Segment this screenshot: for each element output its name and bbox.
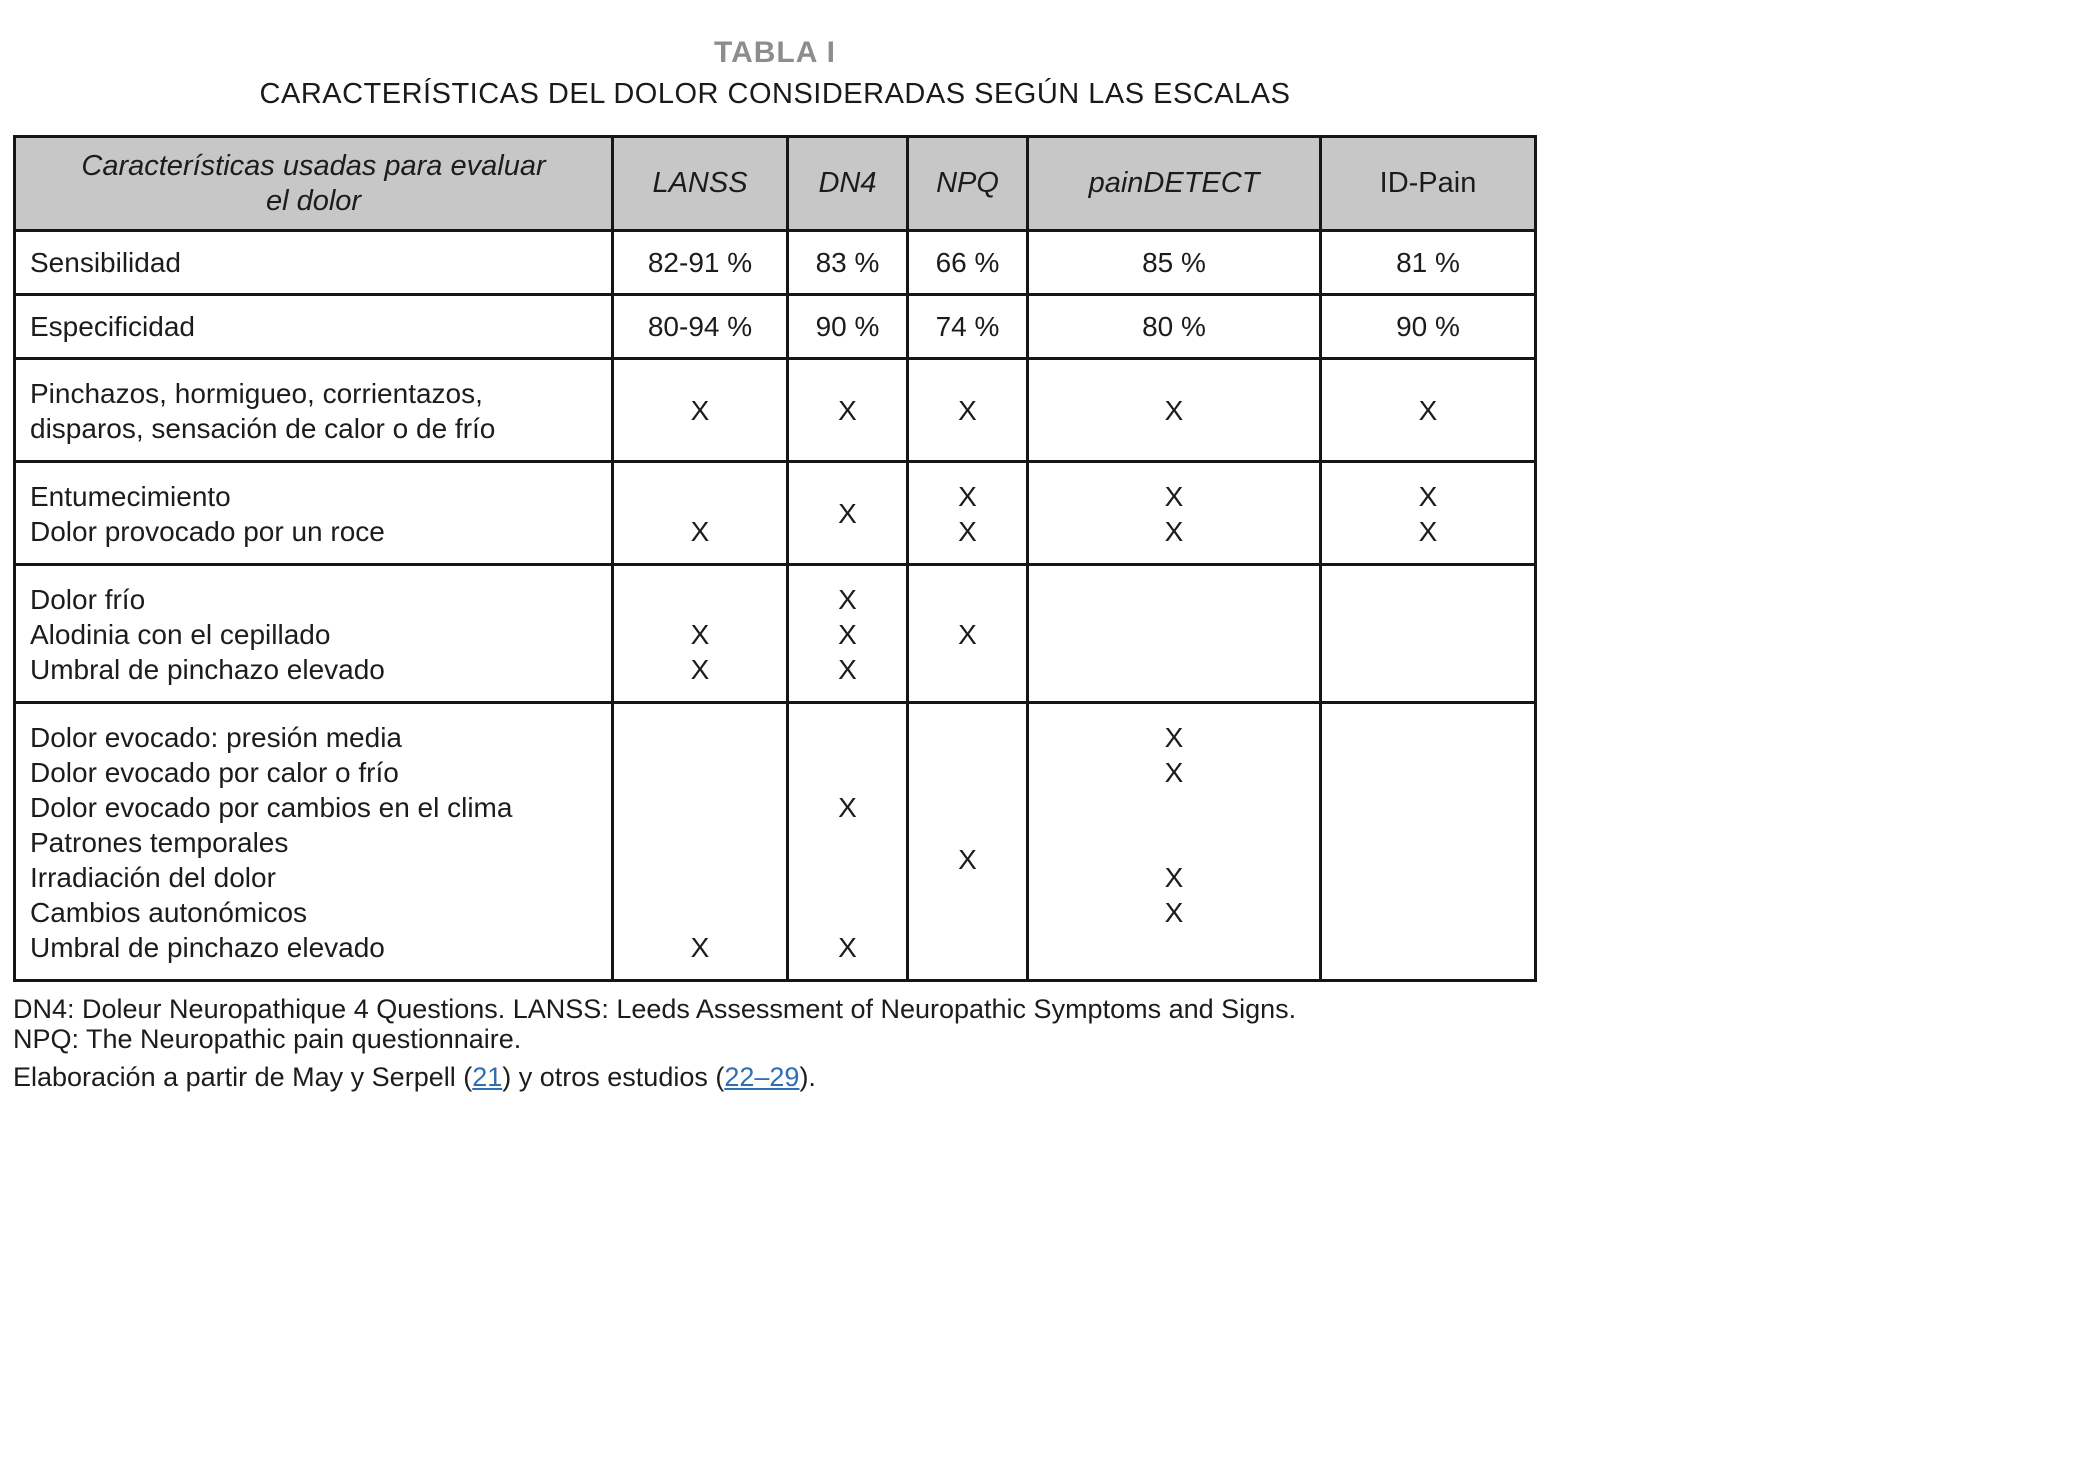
table-row [15, 565, 1536, 703]
x-mark: X [1164, 721, 1184, 753]
stat-value-dn4: 83 % [788, 231, 908, 295]
x-mark: X [838, 791, 857, 823]
mark-cell-npq [908, 703, 1028, 981]
footnote-source-suffix: ). [799, 1062, 816, 1092]
mark-stack [1029, 479, 1319, 549]
row-label-line: Cambios autonómicos [30, 897, 308, 928]
mark-stack [614, 376, 786, 446]
mark-cell-paindetect [1028, 462, 1321, 565]
x-mark: X [958, 395, 977, 426]
table-body [15, 231, 1536, 981]
stat-value-lanss: 80-94 % [613, 295, 788, 359]
footnotes [13, 994, 1537, 1092]
x-mark: X [838, 653, 857, 685]
mark-cell-lanss [613, 359, 788, 462]
stat-value-paindetect: 80 % [1028, 295, 1321, 359]
x-mark: X [1164, 756, 1184, 788]
table-row [15, 359, 1536, 462]
mark-stack [909, 720, 1026, 965]
row-label-line: Irradiación del dolor [30, 862, 276, 893]
row-label-line: Patrones temporales [30, 827, 289, 858]
row-label-line: Dolor evocado por cambios en el clima [30, 792, 513, 823]
mark-stack [909, 582, 1026, 687]
row-label-line: Alodinia con el cepillado [30, 619, 331, 650]
table-row [15, 462, 1536, 565]
mark-stack [1029, 376, 1319, 446]
pain-scales-table [13, 135, 1537, 982]
mark-cell-dn4 [788, 359, 908, 462]
header-characteristics [15, 137, 613, 231]
stat-value-npq: 66 % [908, 231, 1028, 295]
mark-cell-lanss [613, 565, 788, 703]
row-label-line: Dolor evocado: presión media [30, 722, 402, 753]
x-mark: X [838, 498, 857, 529]
footnote-abbreviations-1: DN4: Doleur Neuropathique 4 Questions. LANSS: Leeds Assessment of Neuropathic Symptoms and Signs. [13, 994, 1297, 1024]
mark-cell-paindetect [1028, 565, 1321, 703]
row-label-line: Dolor evocado por calor o frío [30, 757, 399, 788]
mark-stack [909, 479, 1026, 549]
table-row [15, 703, 1536, 981]
stat-value-idpain: 81 % [1321, 231, 1536, 295]
mark-stack [1029, 720, 1319, 965]
header-characteristics-line: Características usadas para evaluar [81, 149, 546, 182]
row-label [15, 565, 613, 703]
mark-cell-paindetect [1028, 703, 1321, 981]
header-scale-paindetect: painDETECT [1028, 137, 1321, 231]
table-heading: CARACTERÍSTICAS DEL DOLOR CONSIDERADAS SEGÚN LAS ESCALAS [259, 78, 1291, 110]
header-characteristics-line: el dolor [265, 184, 362, 217]
x-mark: X [690, 515, 710, 547]
row-label [15, 359, 613, 462]
mark-stack [909, 376, 1026, 446]
stat-value-npq: 74 % [908, 295, 1028, 359]
stat-value-idpain: 90 % [1321, 295, 1536, 359]
mark-stack [789, 376, 906, 446]
header-scale-lanss: LANSS [613, 137, 788, 231]
mark-cell-lanss [613, 462, 788, 565]
mark-stack [1322, 720, 1534, 965]
document-page [13, 36, 1537, 1092]
x-mark: X [690, 931, 710, 963]
mark-cell-dn4 [788, 462, 908, 565]
x-mark: X [690, 653, 710, 685]
row-label-line: Dolor provocado por un roce [30, 516, 385, 547]
x-mark: X [1164, 395, 1184, 426]
mark-stack [789, 479, 906, 549]
mark-cell-npq [908, 359, 1028, 462]
stat-value-paindetect: 85 % [1028, 231, 1321, 295]
row-label: Especificidad [15, 295, 613, 359]
mark-stack [789, 720, 906, 965]
x-mark: X [1164, 896, 1184, 928]
row-label-line: disparos, sensación de calor o de frío [30, 413, 496, 444]
mark-stack [614, 479, 786, 549]
mark-cell-paindetect [1028, 359, 1321, 462]
stat-value-lanss: 82-91 % [613, 231, 788, 295]
reference-link-22-29[interactable]: 22–29 [724, 1062, 800, 1092]
x-mark: X [838, 583, 857, 615]
x-mark: X [958, 480, 977, 512]
x-mark: X [1164, 861, 1184, 893]
x-mark: X [1164, 515, 1184, 547]
reference-link-21[interactable]: 21 [472, 1062, 503, 1092]
footnote-source-middle: ) y otros estudios ( [502, 1062, 725, 1092]
x-mark: X [958, 515, 977, 547]
header-scale-npq: NPQ [908, 137, 1028, 231]
x-mark: X [690, 618, 710, 650]
header-scale-idpain: ID-Pain [1321, 137, 1536, 231]
stat-value-dn4: 90 % [788, 295, 908, 359]
mark-cell-dn4 [788, 703, 908, 981]
row-label [15, 462, 613, 565]
table-number-title: TABLA I [714, 36, 836, 69]
mark-cell-idpain [1321, 462, 1536, 565]
row-label-line: Umbral de pinchazo elevado [30, 654, 385, 685]
table-head [15, 137, 1536, 231]
x-mark: X [1418, 480, 1438, 512]
header-row [15, 137, 1536, 231]
mark-cell-idpain [1321, 359, 1536, 462]
x-mark: X [690, 395, 710, 426]
mark-stack [614, 720, 786, 965]
mark-cell-dn4 [788, 565, 908, 703]
footnote-source-prefix: Elaboración a partir de May y Serpell ( [13, 1062, 473, 1092]
footnote-abbreviations-2: NPQ: The Neuropathic pain questionnaire. [13, 1024, 522, 1054]
mark-cell-npq [908, 462, 1028, 565]
row-label-line: Entumecimiento [30, 481, 231, 512]
mark-cell-idpain [1321, 565, 1536, 703]
x-mark: X [838, 931, 857, 963]
mark-cell-npq [908, 565, 1028, 703]
x-mark: X [1418, 515, 1438, 547]
mark-stack [1322, 479, 1534, 549]
mark-stack [1029, 582, 1319, 687]
mark-stack [789, 582, 906, 687]
row-label-line: Pinchazos, hormigueo, corrientazos, [30, 378, 483, 409]
x-mark: X [838, 395, 857, 426]
x-mark: X [958, 618, 977, 650]
x-mark: X [838, 618, 857, 650]
mark-stack [1322, 376, 1534, 446]
row-label-line: Dolor frío [30, 584, 146, 615]
x-mark: X [1418, 395, 1438, 426]
table-row [15, 295, 1536, 359]
row-label-line: Umbral de pinchazo elevado [30, 932, 385, 963]
mark-stack [1322, 582, 1534, 687]
x-mark: X [958, 844, 977, 875]
row-label: Sensibilidad [15, 231, 613, 295]
header-scale-dn4: DN4 [788, 137, 908, 231]
mark-cell-lanss [613, 703, 788, 981]
mark-stack [614, 582, 786, 687]
mark-cell-idpain [1321, 703, 1536, 981]
table-row [15, 231, 1536, 295]
x-mark: X [1164, 480, 1184, 512]
footnote-source [13, 1062, 1537, 1092]
row-label [15, 703, 613, 981]
